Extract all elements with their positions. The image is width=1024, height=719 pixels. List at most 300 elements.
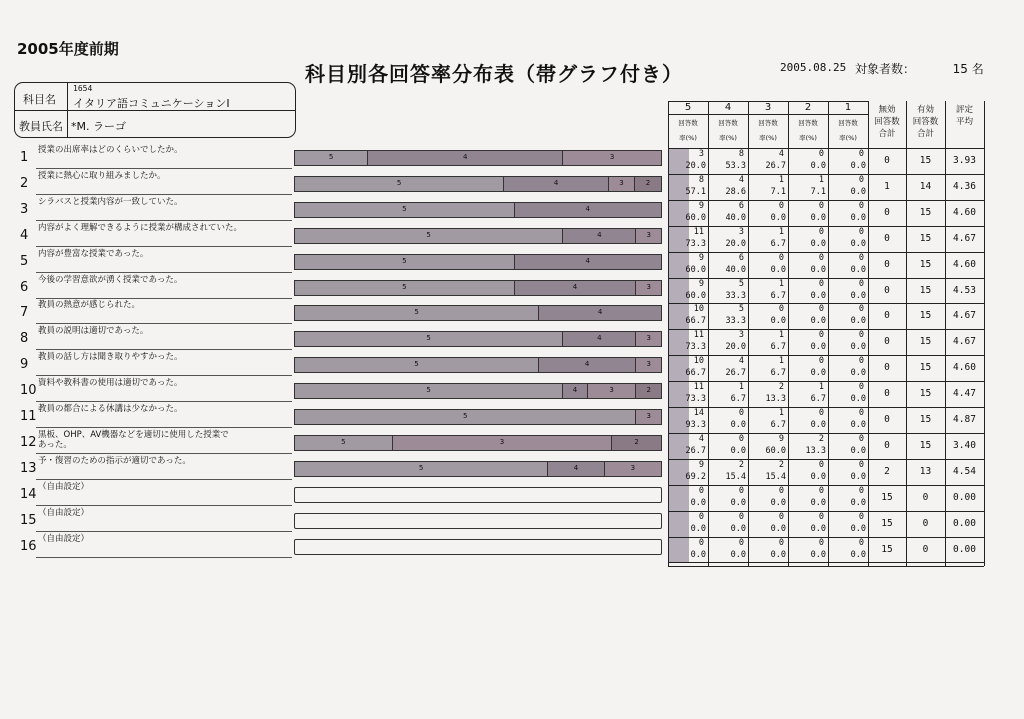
valid-cell: 15 [919,336,932,348]
rate-cell: 66.7 [685,316,706,327]
avg-cell: 4.67 [953,310,976,322]
rate-cell: 20.0 [725,342,746,353]
band-segment-3 [636,410,661,424]
rate-cell: 0.0 [810,264,826,275]
rate-cell: 0.0 [810,316,826,327]
rating-band-bar [294,305,662,321]
band-segment-3 [636,358,660,372]
invalid-cell: 0 [884,310,890,322]
question-divider [36,168,292,169]
count-cell: 1 [778,330,784,341]
count-cell: 0 [818,252,824,263]
teacher-label: 教員氏名 [19,120,63,133]
count-cell: 10 [693,356,704,367]
valid-cell: 14 [919,180,932,192]
rating-band-bar [294,150,662,166]
rate-header: 率(%) [799,134,817,142]
rate-cell: 0.0 [730,445,746,456]
band-segment-4 [539,306,661,320]
rate-cell: 33.3 [725,290,746,301]
respondents-label: 対象者数： [855,62,916,76]
question-number: 13 [20,460,37,476]
rate-cell: 0.0 [810,471,826,482]
valid-cell: 15 [919,388,932,400]
band-segment-label: 2 [646,386,651,395]
invalid-cell: 0 [884,336,890,348]
rate-cell: 0.0 [730,523,746,534]
rating-band-bar [294,228,662,244]
count-cell: 0 [818,408,824,418]
scale-subheader [828,118,868,144]
band-segment-2 [635,177,661,191]
valid-cell: 0 [922,543,929,555]
rate-cell: 20.0 [685,161,706,171]
count-cell: 0 [858,149,864,159]
rating-band-bar [294,487,662,503]
question-text: 内容がよく理解できるように授業が構成されていた。 [38,222,243,233]
avg-cell: 4.60 [953,362,976,374]
band-segment-3 [609,177,635,191]
band-segment-3 [393,436,613,450]
rate-cell: 7.1 [770,186,786,197]
subject-name: イタリア語コミュニケーションⅠ [73,97,230,110]
rate-cell: 7.1 [810,186,826,197]
table-hline [668,566,984,567]
scale-header-5: 5 [684,102,692,113]
rate-cell: 0.0 [810,420,826,430]
question-divider [36,194,292,195]
valid-cell: 15 [919,284,932,296]
band-segment-4 [563,332,636,346]
invalid-cell: 15 [881,491,893,503]
question-divider [36,401,292,402]
avg-cell: 4.36 [953,180,976,192]
rating-band-bar [294,513,662,529]
rate-cell: 0.0 [770,549,786,560]
avg-cell: 3.40 [953,439,976,451]
rate-cell: 0.0 [730,549,746,560]
avg-cell: 0.00 [953,543,976,555]
count-cell: 4 [738,356,744,367]
count-cell: 1 [818,174,824,185]
band-segment-4 [548,462,604,476]
scale-subheader [668,118,708,144]
count-cell: 4 [738,174,744,185]
count-cell: 0 [698,485,704,496]
count-cell: 0 [858,252,864,263]
rate-cell: 40.0 [725,212,746,223]
count-cell: 9 [698,252,704,263]
count-cell: 0 [818,511,824,522]
band-segment-5 [295,384,563,398]
rate-cell: 6.7 [770,420,786,430]
question-divider [36,427,292,428]
rate-cell: 0.0 [810,549,826,560]
band-segment-3 [563,151,661,165]
avg-cell: 0.00 [953,491,976,503]
count-cell: 9 [698,278,704,289]
count-cell: 0 [858,278,864,289]
band-segment-5 [295,229,563,243]
rate-cell: 0.0 [850,471,866,482]
count-cell: 2 [778,459,784,470]
question-divider [36,349,292,350]
count-cell: 3 [738,226,744,237]
band-segment-label: 5 [328,153,334,161]
question-number: 11 [20,409,37,424]
respondents-value: 15 名 [952,62,984,76]
scale-header-2: 2 [804,102,812,113]
question-text: 教員の説明は適切であった。 [38,326,149,337]
table-vline [984,101,985,566]
avg-header: 評定 平均 [955,105,973,127]
valid-cell: 0 [922,491,929,503]
valid-cell: 15 [919,232,932,244]
rate-cell: 6.7 [770,290,786,301]
rate-cell: 26.7 [685,445,706,456]
rate-cell: 26.7 [725,368,746,379]
rate-header: 率(%) [759,134,777,142]
band-segment-label: 2 [634,437,639,446]
rate-header: 率(%) [839,134,857,142]
count-cell: 1 [738,382,744,393]
count-cell: 0 [858,433,864,444]
rate-cell: 0.0 [850,186,866,197]
rate-cell: 57.1 [685,186,706,197]
rate-cell: 0.0 [850,342,866,353]
rate-cell: 0.0 [690,497,706,508]
question-text: 資料や教科書の使用は適切であった。 [38,378,183,389]
invalid-cell: 0 [884,388,890,400]
course-info-box [14,82,296,138]
invalid-cell: 0 [884,284,890,296]
rate-cell: 6.7 [770,368,786,379]
count-cell: 10 [693,304,704,315]
count-cell: 0 [778,537,784,548]
question-text: 今後の学習意欲が湧く授業であった。 [38,274,183,285]
rate-cell: 0.0 [690,523,706,534]
rate-cell: 15.4 [725,471,746,482]
band-segment-4 [504,177,609,191]
rate-cell: 20.0 [725,238,746,249]
band-segment-label: 4 [572,282,578,291]
band-segment-label: 5 [463,412,468,420]
valid-header: 有効 回答数 合計 [912,105,939,139]
count-cell: 8 [738,149,744,159]
question-text: 授業に熱心に取り組みましたか。 [38,170,166,181]
rate-cell: 0.0 [730,420,746,430]
band-segment-5 [295,281,515,295]
band-segment-5 [295,255,515,269]
rate-cell: 0.0 [770,497,786,508]
count-cell: 0 [698,537,704,548]
count-cell: 0 [778,252,784,263]
valid-cell: 15 [919,362,932,374]
count-cell: 6 [738,200,744,211]
subject-code: 1654 [73,84,93,93]
rate-cell: 0.0 [770,523,786,534]
count-cell: 0 [858,330,864,341]
report-date: 2005.08.25 [780,61,847,74]
invalid-cell: 1 [884,180,890,192]
rate-cell: 0.0 [810,368,826,379]
rate-cell: 0.0 [850,290,866,301]
count-cell: 0 [778,200,784,211]
band-segment-label: 5 [426,334,431,343]
question-divider [36,453,292,454]
avg-cell: 4.67 [953,336,976,348]
rating-band-bar [294,383,662,399]
band-segment-5 [295,410,636,424]
invalid-cell: 2 [884,465,890,477]
rate-cell: 6.7 [730,394,746,405]
band-segment-3 [636,332,661,346]
rate-cell: 0.0 [850,212,866,223]
avg-cell: 4.53 [953,284,976,296]
count-cell: 1 [818,382,824,393]
scale-header-3: 3 [764,102,772,113]
band-segment-5 [295,203,515,217]
avg-cell: 4.54 [953,465,976,477]
rate-cell: 0.0 [810,238,826,249]
band-segment-label: 5 [402,204,407,213]
question-divider [36,298,292,299]
rate-header: 率(%) [679,134,697,142]
rate-cell: 60.0 [685,290,706,301]
question-number: 7 [20,305,29,321]
count-cell: 3 [738,330,744,341]
band-segment-label: 3 [646,360,651,369]
avg-cell: 4.67 [953,232,976,244]
valid-cell: 15 [919,206,932,218]
band-segment-label: 4 [584,360,590,369]
avg-cell: 0.00 [953,517,976,529]
band-segment-label: 5 [402,256,407,265]
band-segment-label: 3 [646,334,651,343]
valid-cell: 15 [919,414,932,425]
question-divider [36,272,292,273]
invalid-cell: 0 [884,206,890,218]
invalid-cell: 0 [884,439,890,451]
count-cell: 0 [858,174,864,185]
avg-cell: 3.93 [953,155,976,166]
band-segment-label: 4 [585,256,591,265]
question-divider [36,246,292,247]
band-segment-3 [588,384,637,398]
avg-cell: 4.87 [953,414,976,425]
band-segment-label: 5 [402,282,407,291]
valid-cell: 13 [919,465,932,477]
band-segment-5 [295,462,548,476]
question-number: 2 [20,175,29,191]
valid-cell: 15 [919,439,932,451]
count-cell: 2 [818,433,824,444]
band-segment-label: 3 [646,282,651,291]
invalid-cell: 0 [884,362,890,374]
question-number: 5 [20,253,29,269]
rate-cell: 73.3 [685,238,706,249]
count-cell: 0 [738,485,744,496]
band-segment-5 [295,436,393,450]
rate-cell: 0.0 [850,549,866,560]
rate-cell: 0.0 [810,497,826,508]
rating-band-bar [294,435,662,451]
count-cell: 5 [738,304,744,315]
band-segment-label: 4 [597,334,602,343]
band-segment-4 [563,384,588,398]
count-cell: 0 [858,537,864,548]
band-segment-label: 4 [462,153,468,161]
count-cell: 0 [738,408,744,418]
count-cell: 0 [738,537,744,548]
rate-cell: 15.4 [765,471,786,482]
teacher-name: *M. ラーゴ [71,120,126,133]
count-header: 回答数 [678,119,698,127]
count-cell: 0 [818,278,824,289]
rating-band-bar [294,254,662,270]
band-segment-5 [295,358,539,372]
question-number: 1 [20,150,29,165]
band-segment-label: 5 [426,386,431,395]
band-segment-5 [295,151,368,165]
count-cell: 11 [693,382,704,393]
question-number: 16 [20,538,37,554]
band-segment-label: 5 [418,463,424,472]
rate-cell: 0.0 [690,549,706,560]
rate-cell: 0.0 [770,316,786,327]
rate-cell: 69.2 [685,471,706,482]
count-cell: 0 [698,511,704,522]
band-segment-label: 4 [553,178,559,187]
question-text: （自由設定） [38,507,90,518]
question-number: 9 [20,357,29,373]
invalid-cell: 0 [884,155,890,166]
band-segment-label: 3 [646,230,651,239]
band-segment-4 [539,358,637,372]
band-segment-4 [515,255,661,269]
count-cell: 1 [778,408,784,418]
rate-cell: 6.7 [810,394,826,405]
rate-cell: 0.0 [850,161,866,171]
rate-cell: 0.0 [850,264,866,275]
count-header: 回答数 [758,119,778,127]
rate-cell: 28.6 [725,186,746,197]
band-segment-label: 5 [341,437,346,446]
rate-cell: 93.3 [685,420,706,430]
rate-header: 率(%) [719,134,737,142]
rate-cell: 6.7 [770,342,786,353]
rate-cell: 66.7 [685,368,706,379]
question-divider [36,375,292,376]
band-segment-3 [636,229,661,243]
count-cell: 0 [858,485,864,496]
band-segment-label: 3 [609,386,614,395]
count-cell: 0 [858,226,864,237]
question-number: 15 [20,512,37,528]
band-segment-label: 5 [414,308,419,317]
rating-band-bar [294,280,662,296]
rate-cell: 0.0 [810,342,826,353]
question-divider [36,531,292,532]
count-cell: 1 [778,356,784,367]
band-segment-4 [515,281,637,295]
count-header: 回答数 [718,119,738,127]
rating-band-bar [294,357,662,373]
band-segment-4 [368,151,563,165]
rate-cell: 0.0 [770,212,786,223]
valid-cell: 15 [919,258,932,270]
count-cell: 0 [778,485,784,496]
band-segment-label: 3 [619,178,624,187]
rating-band-bar [294,176,662,192]
scale-header-4: 4 [724,102,732,113]
respondents [855,60,984,77]
avg-cell: 4.60 [953,258,976,270]
band-segment-3 [605,462,661,476]
scale-subheader [708,118,748,144]
band-segment-label: 5 [414,360,419,369]
count-cell: 0 [858,408,864,418]
question-text: （自由設定） [38,481,90,492]
count-cell: 4 [778,149,784,159]
valid-cell: 15 [919,310,932,322]
avg-cell: 4.60 [953,206,976,218]
invalid-cell: 15 [881,517,893,529]
count-cell: 9 [698,200,704,211]
band-segment-label: 4 [573,463,579,472]
rate-cell: 0.0 [850,238,866,249]
count-cell: 0 [818,459,824,470]
valid-cell: 0 [922,517,929,529]
question-divider [36,557,292,558]
table-hline [668,114,868,115]
count-cell: 0 [778,304,784,315]
band-segment-2 [636,384,661,398]
question-text: 教員の都合による休講は少なかった。 [38,404,183,414]
count-cell: 2 [738,459,744,470]
invalid-cell: 0 [884,232,890,244]
band-segment-label: 4 [572,386,578,395]
band-segment-4 [515,203,661,217]
band-segment-label: 5 [396,178,402,187]
band-segment-4 [563,229,636,243]
question-number: 3 [20,201,29,217]
rate-cell: 13.3 [805,445,826,456]
band-segment-label: 3 [609,153,615,161]
question-number: 6 [20,279,29,295]
question-text: 内容が豊富な授業であった。 [38,248,149,259]
question-text: 教員の話し方は聞き取りやすかった。 [38,352,183,363]
question-text: 教員の熱意が感じられた。 [38,300,141,311]
count-cell: 11 [693,330,704,341]
count-cell: 0 [858,200,864,211]
band-segment-label: 3 [499,437,505,446]
question-number: 10 [20,383,37,399]
band-segment-label: 2 [645,178,651,187]
count-cell: 9 [698,459,704,470]
count-cell: 0 [858,382,864,393]
invalid-header: 無効 回答数 合計 [874,105,900,139]
question-divider [36,323,292,324]
scale-subheader [788,118,828,144]
count-header: 回答数 [838,119,858,127]
avg-cell: 4.47 [953,388,976,400]
rate-cell: 0.0 [850,497,866,508]
count-cell: 0 [818,200,824,211]
count-cell: 0 [778,511,784,522]
count-cell: 0 [818,356,824,367]
rate-cell: 0.0 [730,497,746,508]
